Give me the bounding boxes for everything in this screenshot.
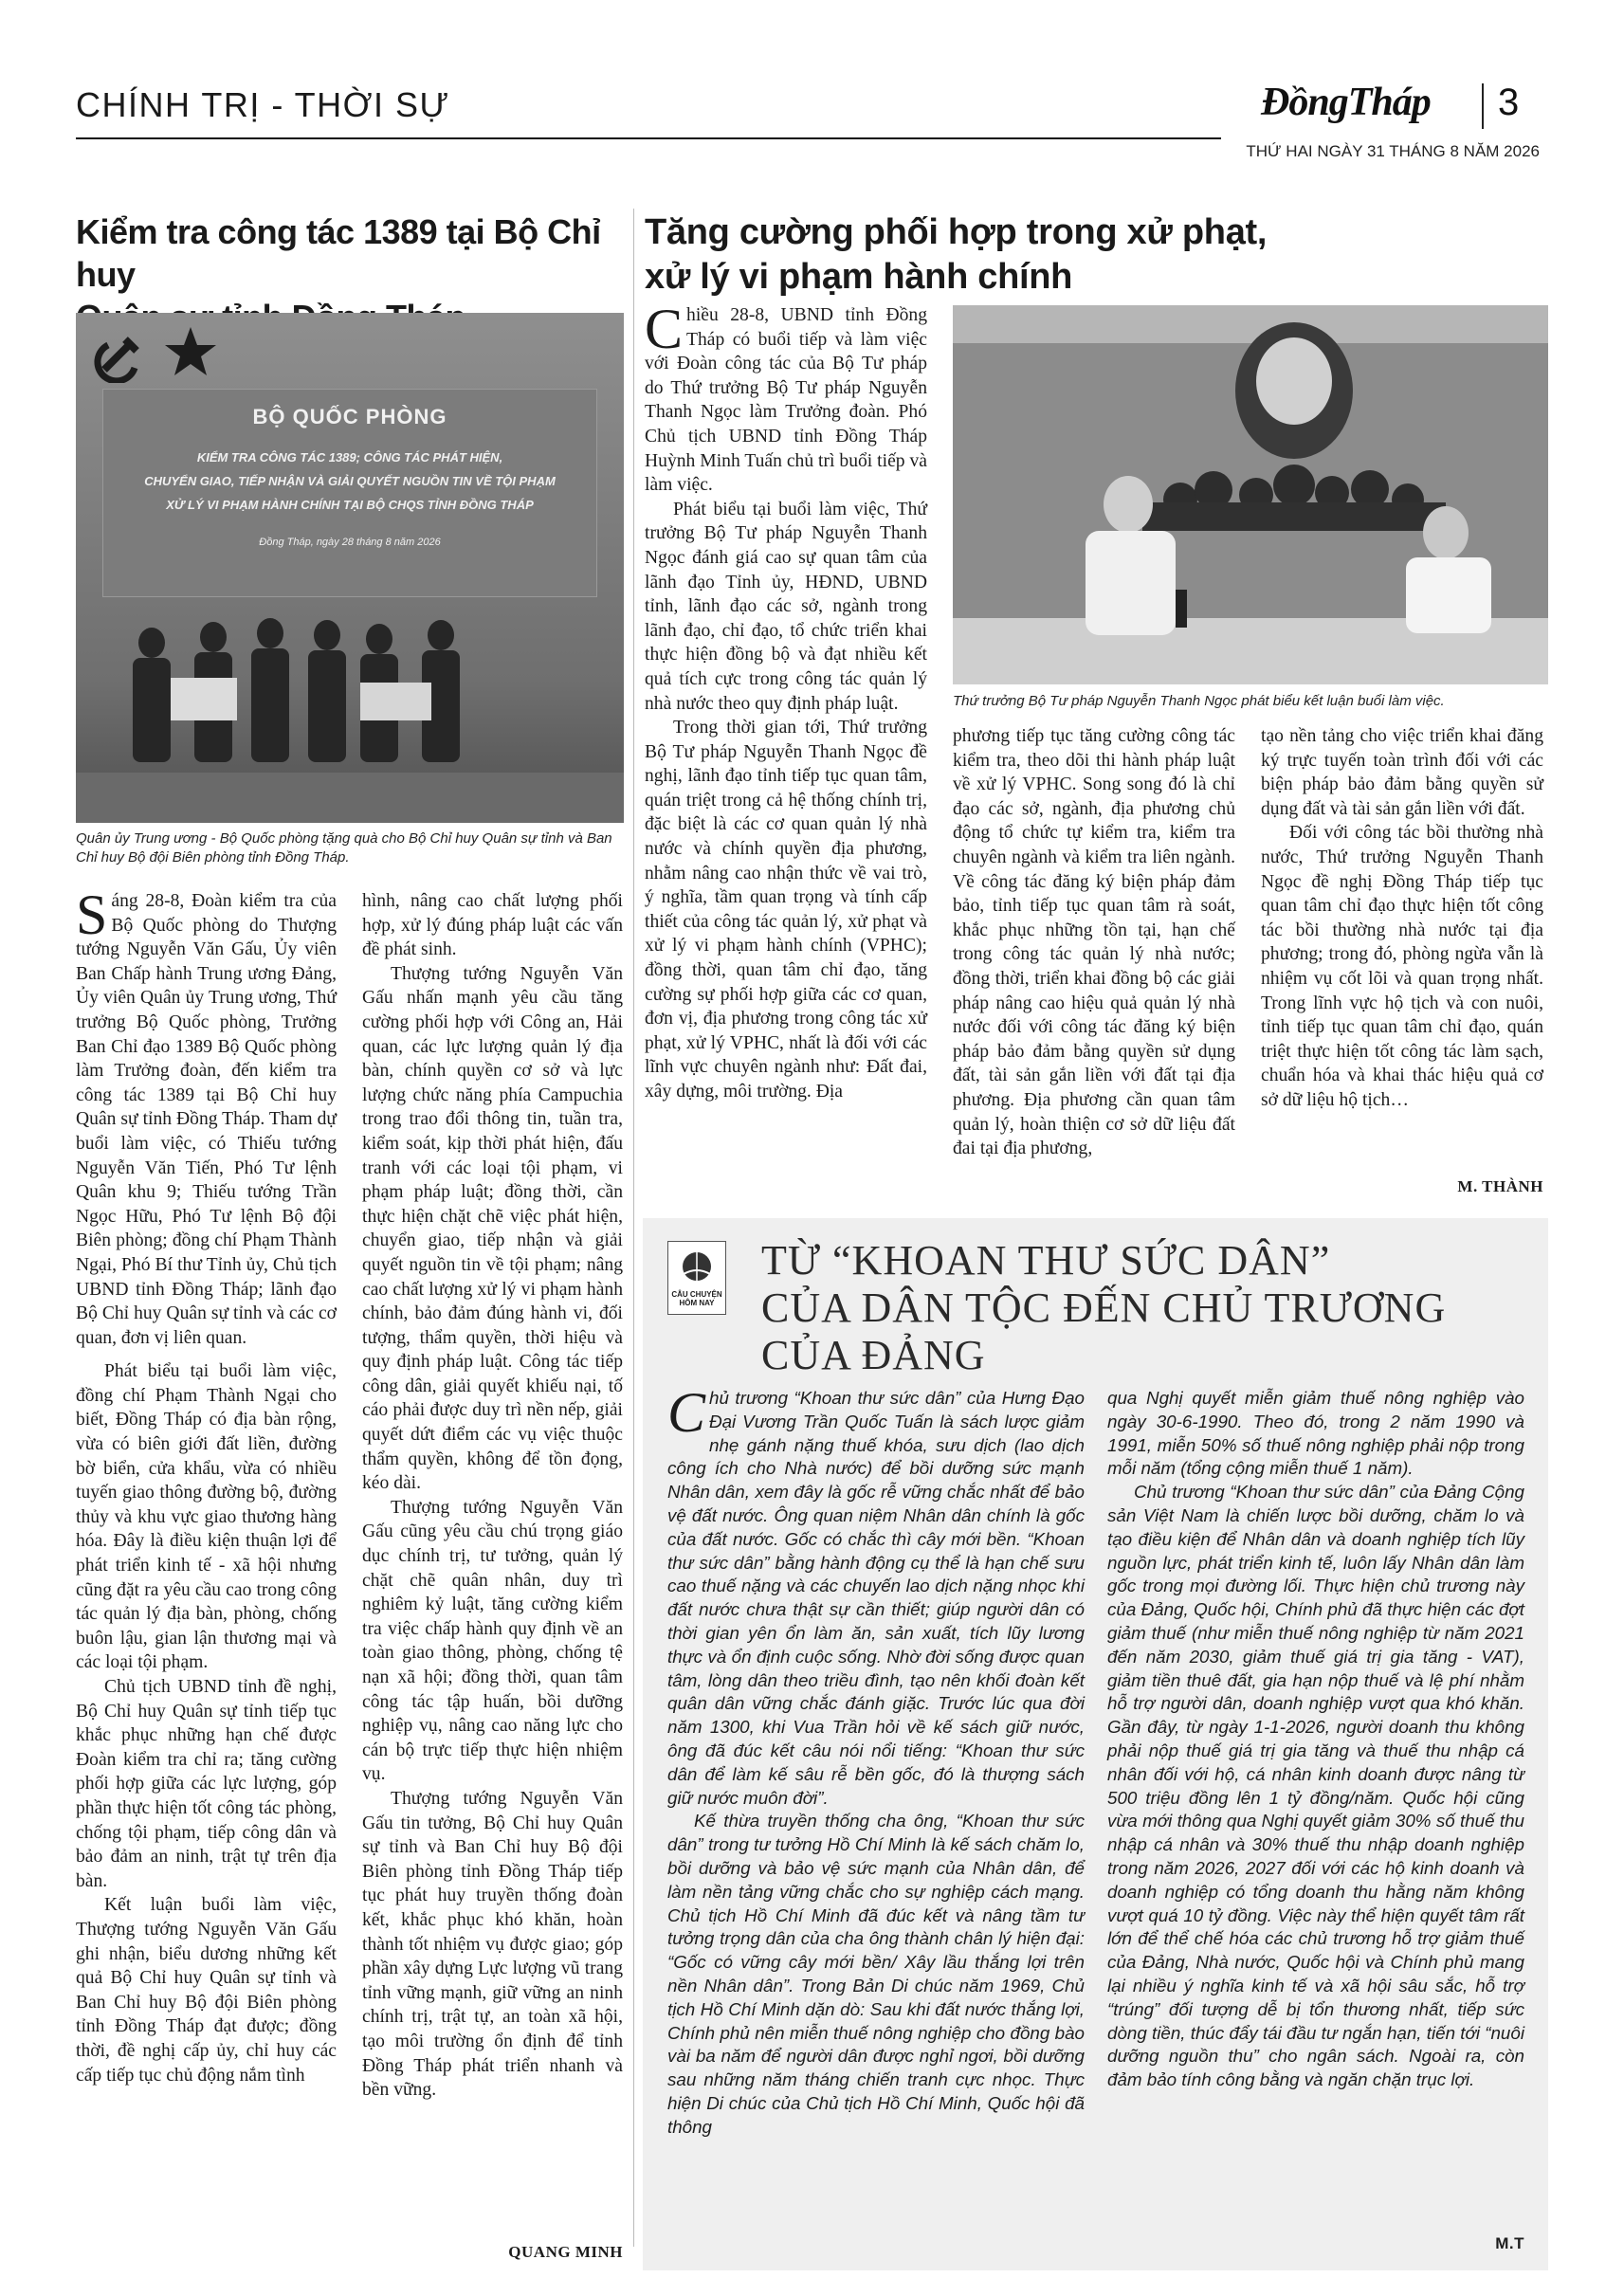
- hammer-sickle-icon: [93, 326, 150, 383]
- masthead-divider: [1482, 83, 1484, 129]
- article2-col2-p1: phương tiếp tục tăng cường công tác kiểm tra, theo dõi thi hành pháp luật về xử lý VPHC. Song song đó là chỉ đạo các sở, ngành, địa phương chủ động tổ chức tự kiểm tra, kiểm tra chuyên ngành và kiểm tra liên ngành. Về công tác đăng ký biện pháp đảm bảo, tỉnh tiếp tục quan tâm rà soát, khắc phục những tồn tại, hạn chế trong công tác quản lý nhà nước; đồng thời, triển khai đồng bộ các giải pháp nâng cao hiệu quả quản lý nhà nước đối với công tác đăng ký biện pháp bảo đảm bằng quyền sử dụng đất, tài sản gắn liền với đất tại địa phương. Địa phương cần quan tâm quản lý, hoàn thiện cơ sở dữ liệu đất đai tại địa phương,: [953, 726, 1235, 1159]
- story-badge: [667, 1241, 726, 1315]
- article3-title-line2: CỦA DÂN TỘC ĐẾN CHỦ TRƯƠNG: [761, 1285, 1447, 1331]
- event-banner: [102, 389, 597, 597]
- article1-col1-p3: Chủ tịch UBND tỉnh đề nghị, Bộ Chỉ huy Quân sự tỉnh tiếp tục khắc phục những hạn chế được Đoàn kiểm tra chỉ ra; tăng cường phối hợp giữa các lực lượng, góp phần thực hiện tốt công tác phòng, chống tội phạm, tiếp công dân và bảo đảm an ninh, trật tự trên địa bàn.: [76, 1677, 337, 1891]
- article1-photo: [76, 313, 624, 823]
- article3-col2-p1: qua Nghị quyết miễn giảm thuế nông nghiệp vào ngày 30-6-1990. Theo đó, trong 2 năm 1990 và 1991, miễn 50% số thuế nông nghiệp phải nộp trong mỗi năm (tổng cộng miễn thuế 1 năm).: [1107, 1388, 1524, 1479]
- article1-col1-p1: áng 28-8, Đoàn kiểm tra của Bộ Quốc phòng do Thượng tướng Nguyễn Văn Gấu, Ủy viên Ban Chấp hành Trung ương Đảng, Ủy viên Quân ủy Trung ương, Thứ trưởng Bộ Quốc phòng, Trưởng Ban Chỉ đạo 1389 Bộ Quốc phòng làm Trưởng đoàn, đến kiểm tra công tác 1389 tại Bộ Chỉ huy Quân sự tỉnh Đồng Tháp. Tham dự buổi làm việc, có Thiếu tướng Nguyễn Văn Tiến, Phó Tư lệnh Quân khu 9; Thiếu tướng Trần Ngọc Hữu, Phó Tư lệnh Bộ đội Biên phòng; đồng chí Phạm Thành Ngại, Phó Bí thư Tỉnh ủy, Chủ tịch UBND tỉnh Đồng Tháp; lãnh đạo Bộ Chỉ huy Quân sự tỉnh và các cơ quan, đơn vị liên quan.: [76, 891, 337, 1348]
- article1-caption: Quân ủy Trung ương - Bộ Quốc phòng tặng quà cho Bộ Chỉ huy Quân sự tỉnh và Ban Chỉ huy Bộ đội Biên phòng tỉnh Đồng Tháp.: [76, 830, 612, 866]
- article3-col1-p2: Kế thừa truyền thống cha ông, “Khoan thư sức dân” trong tư tưởng Hồ Chí Minh là kế sách chăm lo, bồi dưỡng và bảo vệ sức mạnh của Nhân dân, để làm nền tảng vững chắc cho sự nghiệp cách mạng. Chủ tịch Hồ Chí Minh đã đúc kết và nâng tầm tư tưởng trọng dân của cha ông thành chân lý hiện đại: “Gốc có vững cây mới bền/ Xây lầu thắng lợi trên nền Nhân dân”. Trong Bản Di chúc năm 1969, Chủ tịch Hồ Chí Minh dặn dò: Sau khi đất nước thắng lợi, Chính phủ nên miễn thuế nông nghiệp cho đồng bào vài ba năm để người dân được nghỉ ngơi, bồi dưỡng sau những năm tháng chiến tranh cực nhọc. Thực hiện Di chúc của Chủ tịch Hồ Chí Minh, Quốc hội đã thông: [667, 1811, 1085, 2137]
- article1-col1-p2: Phát biểu tại buổi làm việc, đồng chí Phạm Thành Ngại cho biết, Đồng Tháp có địa bàn rộng, vừa có biên giới đất liền, đường bờ biển, cửa khẩu, vừa có nhiều tuyến giao thông đường bộ, đường thủy và khu vực giao thương hàng hóa. Đây là điều kiện thuận lợi để phát triển kinh tế - xã hội nhưng cũng đặt ra yêu cầu cao trong công tác quản lý địa bàn, phòng, chống buôn lậu, gian lận thương mại và các loại tội phạm.: [76, 1361, 337, 1673]
- header-rule: [76, 137, 1221, 139]
- article3-dropcap: C: [667, 1381, 706, 1444]
- article2-title: [645, 210, 1555, 300]
- article3-signature: M.T: [1495, 2234, 1524, 2252]
- banner-line3: XỬ LÝ VI PHẠM HÀNH CHÍNH TẠI BỘ CHQS TỈNH ĐỒNG THÁP: [166, 498, 534, 512]
- article2-photo: [953, 305, 1548, 684]
- article2-title-line2: xử lý vi phạm hành chính: [645, 257, 1073, 297]
- article3-col2: [1107, 1387, 1524, 2092]
- article2-signature: M. THÀNH: [1457, 1177, 1543, 1195]
- issue-date: THỨ HAI NGÀY 31 THÁNG 8 NĂM 2026: [1246, 142, 1540, 160]
- banner-org: BỘ QUỐC PHÒNG: [252, 405, 447, 428]
- article1-signature: QUANG MINH: [508, 2243, 623, 2261]
- article3-title: [761, 1237, 1529, 1379]
- article2-col3: [1261, 724, 1543, 1113]
- delegation-photo-figures: [76, 588, 624, 823]
- article2-title-line1: Tăng cường phối hợp trong xử phạt,: [645, 212, 1268, 252]
- article3-col1: [667, 1381, 1085, 2140]
- article3-box: [643, 1218, 1548, 2270]
- article1-col1-p4: Kết luận buổi làm việc, Thượng tướng Nguyễn Văn Gấu ghi nhận, biểu dương những kết quả Bộ Chỉ huy Quân sự tỉnh và Ban Chỉ huy Bộ đội Biên phòng tỉnh Đồng Tháp đạt được; đồng thời, đề nghị cấp ủy, chỉ huy các cấp tiếp tục chủ động nắm tình: [76, 1895, 337, 2086]
- article1-col2-p4: Thượng tướng Nguyễn Văn Gấu tin tưởng, Bộ Chỉ huy Quân sự tỉnh và Ban Chỉ huy Bộ đội Biên phòng tỉnh Đồng Tháp tiếp tục phát huy truyền thống đoàn kết, khắc phục khó khăn, hoàn thành tốt nhiệm vụ được giao; góp phần xây dựng Lực lượng vũ trang tỉnh vững mạnh, giữ vững an ninh chính trị, trật tự, an toàn xã hội, tạo môi trường ổn định để tỉnh Đồng Tháp phát triển nhanh và bền vững.: [362, 1788, 623, 2101]
- banner-line2: CHUYỂN GIAO, TIẾP NHẬN VÀ GIẢI QUYẾT NGUỒN TIN VỀ TỘI PHẠM: [144, 474, 556, 488]
- badge-line1: CÂU CHUYỆN: [671, 1290, 722, 1299]
- article1-col2-p1: hình, nâng cao chất lượng phối hợp, xử lý đúng pháp luật các vấn đề phát sinh.: [362, 891, 623, 960]
- banner-date: Đồng Tháp, ngày 28 tháng 8 năm 2026: [259, 537, 441, 548]
- article1-col1: [76, 884, 337, 2087]
- meeting-photo: [953, 305, 1548, 684]
- article1-col2-p2: Thượng tướng Nguyễn Văn Gấu nhấn mạnh yêu cầu tăng cường phối hợp với Công an, Hải quan, các lực lượng quản lý địa bàn, chính quyền cơ sở và lực lượng chức năng phía Campuchia trong trao đổi thông tin, tuần tra, kiểm soát, kịp thời phát hiện, đấu tranh với các loại tội phạm, vi phạm pháp luật; đồng thời, cần thực hiện chặt chẽ việc phát hiện, chuyển giao, tiếp nhận và giải quyết nguồn tin về tội phạm; nâng cao chất lượng xử lý vi phạm hành chính, bảo đảm đúng hành vi, đối tượng, thẩm quyền, thời hiệu và quy định pháp luật. Công tác tiếp công dân, giải quyết khiếu nại, tố cáo phải được duy trì nền nếp, giải quyết dứt điểm các vụ việc thuộc thẩm quyền, không để tồn đọng, kéo dài.: [362, 963, 623, 1494]
- globe-book-icon: [678, 1248, 716, 1285]
- article3-title-line1: TỪ “KHOAN THƯ SỨC DÂN”: [761, 1237, 1331, 1284]
- article2-col1-p1: hiều 28-8, UBND tỉnh Đồng Tháp có buổi tiếp và làm việc với Đoàn công tác của Bộ Tư pháp do Thứ trưởng Bộ Tư pháp Nguyễn Thanh Ngọc làm Trưởng đoàn. Phó Chủ tịch UBND tỉnh Đồng Tháp Huỳnh Minh Tuấn chủ trì buổi tiếp và làm việc.: [645, 305, 927, 496]
- masthead-logo: ĐồngTháp: [1261, 81, 1431, 124]
- article2-col2: [953, 724, 1235, 1161]
- article2-col3-p1: tạo nền tảng cho việc triển khai đăng ký trực tuyến toàn trình đối với các biện pháp bảo đảm bằng quyền sử dụng đất và tài sản gắn liền với đất.: [1261, 726, 1543, 819]
- article3-col2-p2: Chủ trương “Khoan thư sức dân” của Đảng Cộng sản Việt Nam là chiến lược bồi dưỡng, chăm lo và tạo điều kiện để Nhân dân và doanh nghiệp tích lũy nguồn lực, phát triển kinh tế, luôn lấy Nhân dân làm gốc trong mọi đường lối. Thực hiện chủ trương này của Đảng, Quốc hội, Chính phủ đã thực hiện các đợt giảm thuế (như miễn thuế nông nghiệp từ năm 2021 đến năm 2030, giảm thuế giá trị gia tăng - VAT), giảm tiền thuê đất, gia hạn nộp thuế và lệ phí nhằm hỗ trợ người dân, doanh nghiệp vượt qua khó khăn. Gần đây, từ ngày 1-1-2026, người doanh thu không phải nộp thuế giá trị gia tăng và thuế thu nhập cá nhân đối với hộ, cá nhân kinh doanh được nâng từ 500 triệu đồng lên 1 tỷ đồng/năm. Quốc hội cũng vừa mới thông qua Nghị quyết giảm 30% số thuế thu nhập cá nhân và 30% thuế thu nhập doanh nghiệp trong năm 2026, 2027 đối với các hộ kinh doanh và doanh nghiệp có tổng doanh thu hằng năm không vượt quá 10 tỷ đồng. Việc này thể hiện quyết tâm rất lớn để thể chế hóa các chủ trương hỗ trợ giảm thuế của Đảng, Nhà nước, Quốc hội và Chính phủ mang lại nhiều ý nghĩa kinh tế và xã hội sâu sắc, hỗ trợ “trúng” đối tượng dễ bị tổn thương nhất, tiếp sức dòng tiền, thúc đẩy tái đầu tư ngắn hạn, tiến tới “nuôi dưỡng nguồn thu” cho ngân sách. Ngoài ra, còn đảm bảo tính công bằng và ngăn chặn trục lợi.: [1107, 1482, 1524, 2090]
- article2-col1: [645, 298, 927, 1104]
- article1-col2: [362, 889, 623, 2103]
- star-icon: [163, 324, 218, 379]
- page-number: 3: [1498, 82, 1520, 123]
- article3-title-line3: CỦA ĐẢNG: [761, 1332, 986, 1378]
- badge-line2: HÔM NAY: [679, 1299, 715, 1307]
- article2-caption: Thứ trưởng Bộ Tư pháp Nguyễn Thanh Ngọc phát biểu kết luận buổi làm việc.: [953, 693, 1445, 709]
- column-rule: [633, 209, 634, 2247]
- article3-col1-p1: hủ trương “Khoan thư sức dân” của Hưng Đạo Đại Vương Trần Quốc Tuấn là sách lược giảm nhẹ gánh nặng thuế khóa, sưu dịch (lao dịch công ích cho Nhà nước) để bồi dưỡng sức mạnh Nhân dân, xem đây là gốc rễ vững chắc nhất để bảo vệ đất nước. Ông quan niệm Nhân dân chính là gốc của đất nước. Gốc có chắc thì cây mới bền. “Khoan thư sức dân” bằng hành động cụ thể là hạn chế sưu cao thuế nặng và các chuyến lao dịch nặng nhọc khi đất nước chưa thật sự cần thiết; giúp người dân có thời gian yên ổn làm ăn, sản xuất, tích lũy lương thực và ổn định cuộc sống. Nhờ đời sống được quan tâm, lòng dân theo triều đình, tạo nên khối đoàn kết quân dân vững chắc đánh giặc. Trước lúc qua đời năm 1300, khi Vua Trần hỏi về kế sách giữ nước, ông đã đúc kết câu nói nổi tiếng: “Khoan thư sức dân để làm kế sâu rễ bền gốc, đó là thượng sách giữ nước muôn đời”.: [667, 1388, 1085, 1808]
- article1-title-line1: Kiểm tra công tác 1389 tại Bộ Chỉ huy: [76, 212, 601, 294]
- article2-col3-p2: Đối với công tác bồi thường nhà nước, Thứ trưởng Nguyễn Thanh Ngọc đề nghị Đồng Tháp tiếp tục quan tâm chỉ đạo thực hiện tốt công tác bồi thường nhà nước tại địa phương; trong đó, phòng ngừa vẫn là nhiệm vụ cốt lõi và quan trọng nhất. Trong lĩnh vực hộ tịch và con nuôi, tỉnh tiếp tục quan tâm chỉ đạo, quán triệt thực hiện tốt công tác làm sạch, chuẩn hóa và khai thác hiệu quả cơ sở dữ liệu hộ tịch…: [1261, 823, 1543, 1110]
- article1-dropcap: S: [76, 884, 108, 946]
- banner-line1: KIỂM TRA CÔNG TÁC 1389; CÔNG TÁC PHÁT HIỆN,: [196, 450, 503, 465]
- article1-col2-p3: Thượng tướng Nguyễn Văn Gấu cũng yêu cầu chú trọng giáo dục chính trị, tư tưởng, quản lý chặt chẽ quân nhân, duy trì nghiêm kỷ luật, tăng cường kiểm tra việc chấp hành quy định về an toàn giao thông, phòng, chống tệ nạn xã hội; đồng thời, quan tâm công tác tập huấn, bồi dưỡng nghiệp vụ, nâng cao năng lực cho cán bộ trực tiếp thực hiện nhiệm vụ.: [362, 1497, 623, 1785]
- article2-col1-p3: Trong thời gian tới, Thứ trưởng Bộ Tư pháp Nguyễn Thanh Ngọc đề nghị, lãnh đạo tỉnh tiếp tục quan tâm, quán triệt trong cả hệ thống chính trị, đặc biệt là các cơ quan quản lý nhà nước và chính quyền địa phương, nhằm nâng cao nhận thức về vai trò, ý nghĩa, tầm quan trọng và tính cấp thiết của công tác quản lý, xử phạt và xử lý vi phạm hành chính (VPHC); đồng thời, quan tâm chỉ đạo, tăng cường sự phối hợp giữa các cơ quan, đơn vị, địa phương trong công tác xử phạt, xử lý VPHC, nhất là đối với các lĩnh vực chuyên ngành như: Đất đai, xây dựng, môi trường. Địa: [645, 718, 927, 1102]
- section-label: CHÍNH TRỊ - THỜI SỰ: [76, 85, 450, 124]
- article2-col1-p2: Phát biểu tại buổi làm việc, Thứ trưởng Bộ Tư pháp Nguyễn Thanh Ngọc đánh giá cao sự quan tâm của lãnh đạo Tỉnh ủy, HĐND, UBND tỉnh, lãnh đạo các sở, ngành trong lãnh đạo, chỉ đạo, tổ chức triển khai thực hiện đồng bộ và đạt nhiều kết quả tích cực trong công tác quản lý nhà nước theo quy định pháp luật.: [645, 499, 927, 714]
- article2-dropcap: C: [645, 298, 684, 360]
